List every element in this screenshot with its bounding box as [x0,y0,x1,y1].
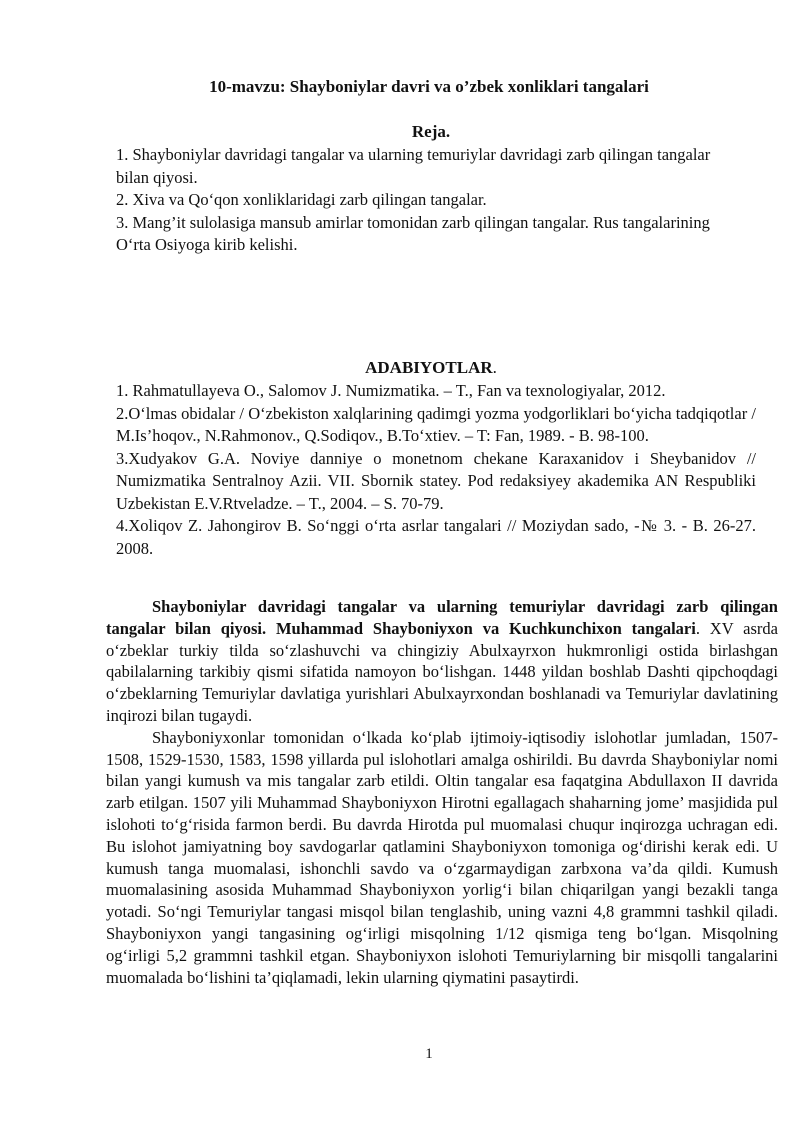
plan-item: 3. Mang’it sulolasiga mansub amirlar tomonidan zarb qilingan tangalar. Rus tangalarining O‘rta Osiyoga kirib kelishi. [116,212,710,254]
references-heading-text: ADABIYOTLAR [365,358,493,377]
references-heading [0,358,800,378]
plan-item: 2. Xiva va Qo‘qon xonliklaridagi zarb qilingan tangalar. [116,190,487,209]
plan-list [116,144,736,257]
plan-item: 1. Shayboniylar davridagi tangalar va ularning temuriylar davridagi zarb qilingan tangalar bilan qiyosi. [116,145,711,187]
body-paragraph [106,596,778,727]
main-body [106,596,778,988]
reference-item: 2.O‘lmas obidalar / O‘zbekiston xalqlarining qadimgi yozma yodgorliklari bo‘yicha tadqiqotlar / M.Is’hoqov., N.Rahmonov., Q.Sodiqov., B.To‘xtiev. – T: Fan, 1989. - B. 98-100. [116,403,756,445]
paragraph-text: . XV asrda o‘zbeklar turkiy tilda so‘zlashuvchi va chingiziy Abulxayrxon hukmronligi ostida birlashgan qabilalarning tarkibiy qismi sifatida namoyon bo‘lishgan. 1448 yildan boshlab Dashti qipchoqdagi o‘zbeklarning Temuriylar davlatiga yurishlari Abulxayrxondan boshlanadi va Temuriylar davlatining inqirozi bilan tugaydi. [106,618,778,725]
plan-heading: Reja. [411,122,451,141]
body-paragraph: Shayboniyxonlar tomonidan o‘lkada ko‘plab ijtimoiy-iqtisodiy islohotlar jumladan, 1507-1508, 1529-1530, 1583, 1598 yillarda pul islohotlari amalga oshirildi. Bu davrda Shayboniylar nomi bilan yangi kumush va mis tangalar zarb etildi. Oltin tangalar esa faqatgina Abdullaxon II davrida zarb etilgan. 1507 yili Muhammad Shayboniyxon Hirotni egallagach shaharning jome’ masjidida pul islohoti to‘g‘risida farmon berdi. Bu davrda Hirotda pul muomalasi chuqur inqirozga uchragan edi. Bu islohot jamiyatning boy savdogarlar qatlamini Shayboniyxon tomoniga og‘dirishi kerak edi. U kumush tanga muomalasi, ishonchli savdo va o‘zgarmaydigan zarbxona va’da qildi. Kumush muomalasining asosida Muhammad Shayboniyxon yorlig‘i bilan chiqarilgan yangi bezakli tanga yotadi. So‘ngi Temuriylar tangasi misqol bilan tenglashib, uning vazni 4,8 grammni tashkil qiladi. Shayboniyxon yangi tangasining og‘irligi misqolning 1/12 qismiga teng bo‘lgan. Misqolning og‘irligi 5,2 grammni tashkil etgan. Shayboniyxon islohoti Temuriylarning bir misqolli tangalarini muomalada bo‘lishini ta’qiqlamadi, lekin ularning qiymatini pasaytirdi. [106,727,778,987]
references-list [116,380,756,560]
reference-item: 4.Xoliqov Z. Jahongirov B. So‘nggi o‘rta asrlar tangalari // Moziydan sado, -№ 3. - B. 26-27. 2008. [116,516,756,558]
reference-item: 3.Xudyakov G.A. Noviye danniye o monetnom chekane Karaxanidov i Sheybanidov // Numizmatika Sentralnoy Azii. VII. Sbornik statey. Pod redaksiyey akademika AN Respubliki Uzbekistan E.V.Rtveladze. – T., 2004. – S. 70-79. [116,448,756,513]
section-heading: Shayboniylar davridagi tangalar va ularning temuriylar davridagi zarb qilingan tangalar bilan qiyosi. Muhammad Shayboniyxon va Kuchkunchixon tangalari [106,597,778,638]
reference-item: 1. Rahmatullayeva O., Salomov J. Numizmatika. – T., Fan va texnologiyalar, 2012. [116,381,666,400]
document-title: 10-mavzu: Shayboniylar davri va o’zbek xonliklari tangalari [209,77,649,96]
references-heading-dot: . [492,358,497,377]
page-number: 1 [425,1046,433,1062]
